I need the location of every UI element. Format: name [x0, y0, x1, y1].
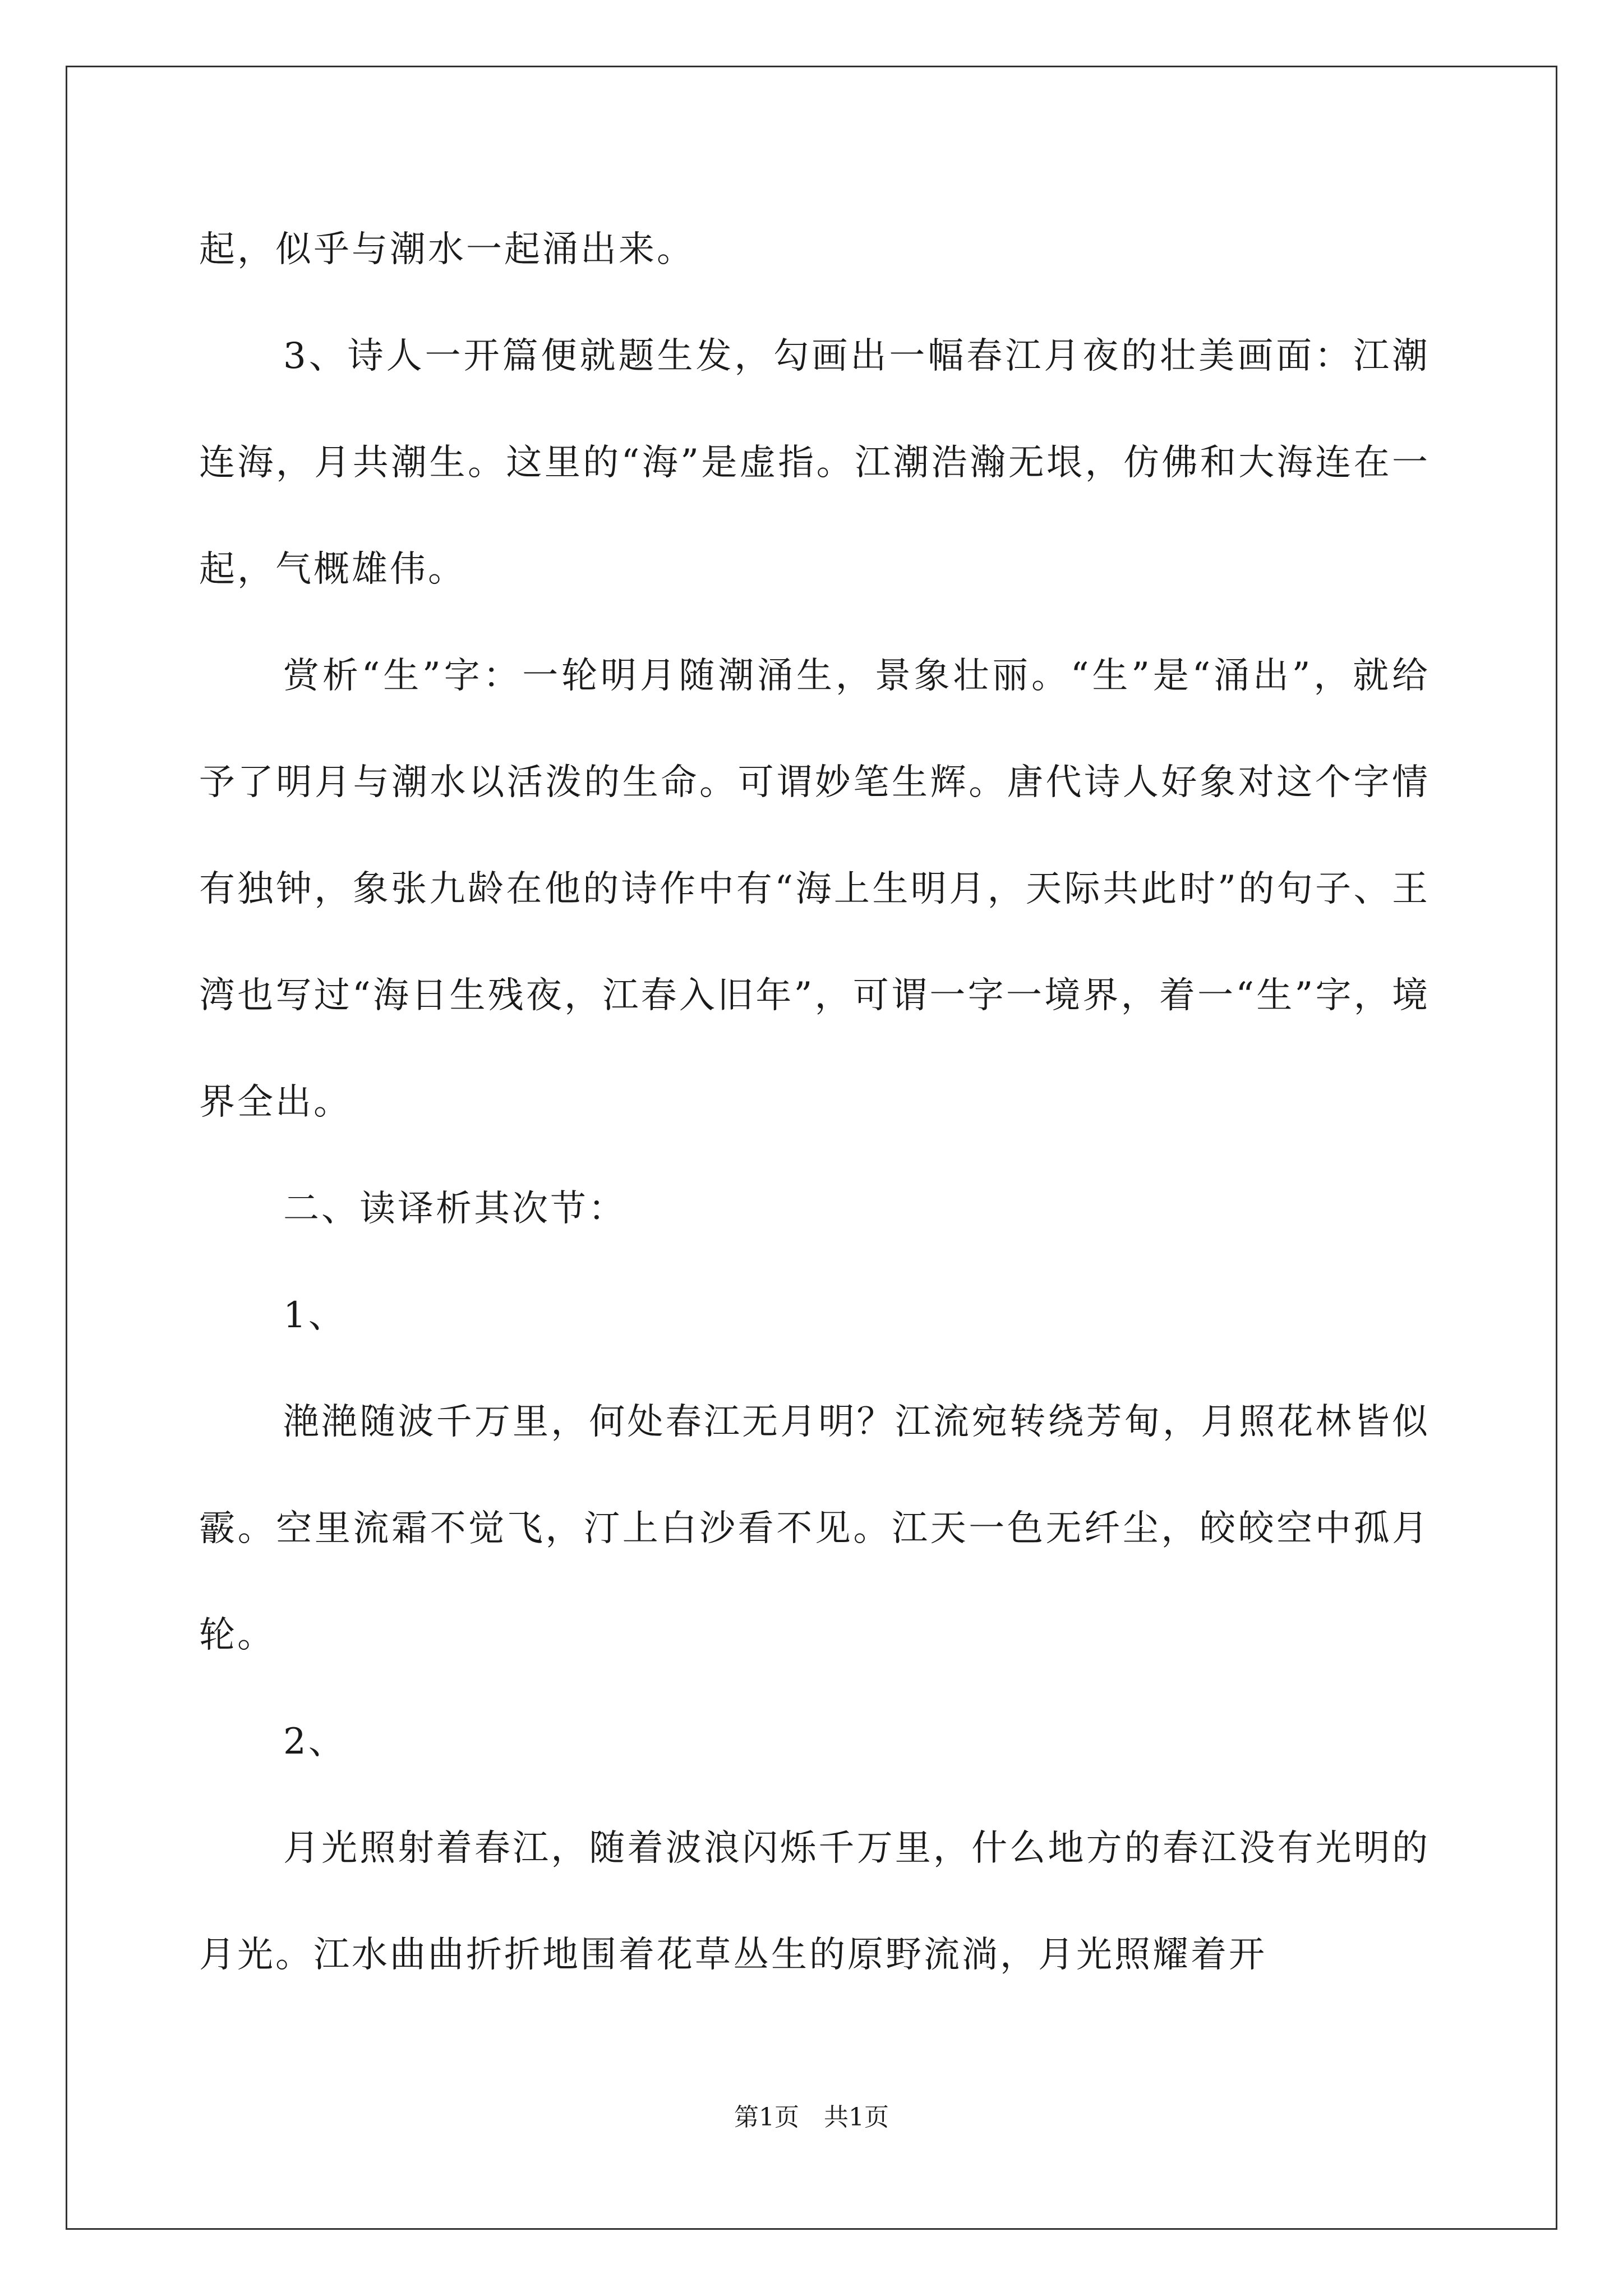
paragraph-1: 起，似乎与潮水一起涌出来。	[199, 229, 695, 270]
item-number-2: 2、	[283, 1721, 347, 1763]
translation-paragraph: 月光照射着春江，随着波浪闪烁千万里，什么地方的春江没有光明的月光。江水曲曲折折地围着花草丛生的原野流淌，月光照耀着开	[199, 1828, 1430, 1976]
poem-excerpt: 滟滟随波千万里，何处春江无月明？江流宛转绕芳甸，月照花林皆似霰。空里流霜不觉飞，汀上白沙看不见。江天一色无纤尘，皎皎空中孤月轮。	[199, 1401, 1430, 1656]
section-heading: 二、读译析其次节：	[283, 1188, 626, 1230]
page-footer: 第1页 共1页	[734, 2103, 889, 2132]
document-body	[199, 196, 1430, 2008]
paragraph-3: 赏析“生”字：一轮明月随潮涌生，景象壮丽。“生”是“涌出”，就给予了明月与潮水以活泼的生命。可谓妙笔生辉。唐代诗人好象对这个字情有独钟，象张九龄在他的诗作中有“海上生明月，天际共此时”的句子、王湾也写过“海日生残夜，江春入旧年”，可谓一字一境界，着一“生”字，境界全出。	[199, 655, 1430, 1123]
paragraph-2: 3、诗人一开篇便就题生发，勾画出一幅春江月夜的壮美画面：江潮连海，月共潮生。这里的“海”是虚指。江潮浩瀚无垠，仿佛和大海连在一起，气概雄伟。	[199, 335, 1430, 590]
item-number-1: 1、	[283, 1295, 347, 1336]
